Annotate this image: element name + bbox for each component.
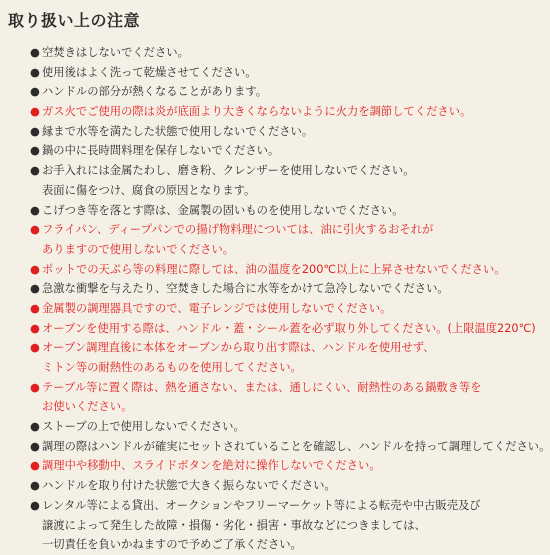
- caution-item: [30, 260, 506, 280]
- caution-item-text: ストーブの上で使用しないでください。: [42, 420, 245, 434]
- caution-list: [30, 43, 550, 555]
- caution-item-text: ポットでの天ぷら等の料理に際しては、油の温度を200℃以上に上昇させないでください。: [42, 262, 506, 276]
- caution-item: [30, 122, 492, 142]
- black-bullet-icon: ●: [30, 65, 40, 79]
- caution-item-text: 鍋の中に長時間料理を保存しないでください。: [42, 144, 280, 158]
- red-bullet-icon: ●: [30, 380, 40, 394]
- red-bullet-icon: ●: [30, 223, 40, 237]
- caution-item-text: レンタル等による貸出、オークションやフリーマーケット等による転売や中古販売及び: [42, 498, 481, 512]
- caution-item-text: ありますので使用しないでください。: [42, 242, 235, 256]
- black-bullet-icon: ●: [30, 479, 40, 493]
- caution-item: [30, 417, 492, 437]
- caution-item: [30, 102, 492, 122]
- caution-item: [30, 141, 492, 161]
- caution-item: [30, 476, 492, 496]
- red-bullet-icon: ●: [30, 321, 40, 335]
- caution-item: [30, 220, 492, 240]
- caution-item-text: オーブンを使用する際は、ハンドル・蓋・シール蓋を必ず取り外してください。(上限温度220℃): [42, 321, 536, 335]
- caution-item: [30, 43, 492, 63]
- black-bullet-icon: ●: [30, 164, 40, 178]
- caution-item: [30, 82, 492, 102]
- red-bullet-icon: ●: [30, 105, 40, 119]
- caution-item-text: 金属製の調理器具ですので、電子レンジでは使用しないでください。: [42, 301, 392, 315]
- caution-item-text: 調理中や移動中、スライドボタンを絶対に操作しないでください。: [42, 459, 381, 473]
- black-bullet-icon: ●: [30, 85, 40, 99]
- caution-item: [30, 279, 492, 299]
- caution-item: [30, 437, 550, 457]
- black-bullet-icon: ●: [30, 439, 40, 453]
- caution-item: [30, 63, 492, 83]
- caution-item-text: こげつき等を落とす際は、金属製の固いものを使用しないでください。: [42, 203, 404, 217]
- caution-item-text: オーブン調理直後に本体をオーブンから取り出す際は、ハンドルを使用せず、: [42, 341, 435, 355]
- caution-item-text: ハンドルの部分が熱くなることがあります。: [42, 85, 268, 99]
- caution-item-text: 表面に傷をつけ、腐食の原因となります。: [42, 183, 256, 197]
- caution-item-continuation: [30, 397, 492, 417]
- black-bullet-icon: ●: [30, 203, 40, 217]
- red-bullet-icon: ●: [30, 262, 40, 276]
- caution-item: [30, 299, 492, 319]
- caution-item: [30, 496, 492, 516]
- caution-item-text: 空焚きはしないでください。: [42, 46, 189, 59]
- caution-item-text: 一切責任を負いかねますので予めご了承ください。: [42, 538, 302, 552]
- red-bullet-icon: ●: [30, 341, 40, 355]
- caution-item-text: 調理の際はハンドルが確実にセットされていることを確認し、ハンドルを持って調理してください。: [42, 439, 550, 453]
- black-bullet-icon: ●: [30, 498, 40, 512]
- caution-item-continuation: [30, 516, 492, 536]
- caution-item: [30, 161, 492, 181]
- caution-item: [30, 201, 492, 221]
- caution-item-continuation: [30, 181, 492, 201]
- caution-item-continuation: [30, 240, 492, 260]
- page-title: 取り扱い上の注意: [8, 11, 141, 30]
- black-bullet-icon: ●: [30, 282, 40, 296]
- red-bullet-icon: ●: [30, 301, 40, 315]
- caution-item-text: テーブル等に置く際は、熱を通さない、または、通しにくい、耐熱性のある鍋敷き等を: [42, 380, 482, 394]
- caution-item-text: ミトン等の耐熱性のあるものを使用してください。: [42, 361, 302, 374]
- caution-item-continuation: [30, 535, 492, 555]
- caution-item-text: お手入れには金属たわし、磨き粉、クレンザーを使用しないでください。: [42, 164, 415, 178]
- caution-item-text: 使用後はよく洗って乾燥させてください。: [42, 65, 257, 79]
- black-bullet-icon: ●: [30, 144, 40, 158]
- caution-item-text: 急激な衝撃を与えたり、空焚きした場合に水等をかけて急冷しないでください。: [42, 282, 449, 296]
- caution-item-text: フライパン、ディープパンでの揚げ物料理については、油に引火するおそれが: [42, 223, 434, 237]
- caution-item: [30, 319, 536, 339]
- caution-item-text: ガス火でご使用の際は炎が底面より大きくならないように火力を調節してください。: [42, 105, 472, 119]
- caution-item: [30, 338, 492, 358]
- caution-item-text: 縁まで水等を満たした状態で使用しないでください。: [42, 124, 314, 138]
- black-bullet-icon: ●: [30, 420, 40, 434]
- black-bullet-icon: ●: [30, 46, 40, 59]
- caution-item-text: ハンドルを取り付けた状態で大きく振らないでください。: [42, 479, 336, 493]
- caution-item: [30, 456, 492, 476]
- red-bullet-icon: ●: [30, 459, 40, 473]
- caution-item-continuation: [30, 358, 492, 378]
- caution-item-text: 譲渡によって発生した故障・損傷・劣化・損害・事故などにつきましては、: [42, 518, 426, 532]
- black-bullet-icon: ●: [30, 124, 40, 138]
- caution-item-text: お使いください。: [42, 400, 133, 414]
- caution-item: [30, 378, 492, 398]
